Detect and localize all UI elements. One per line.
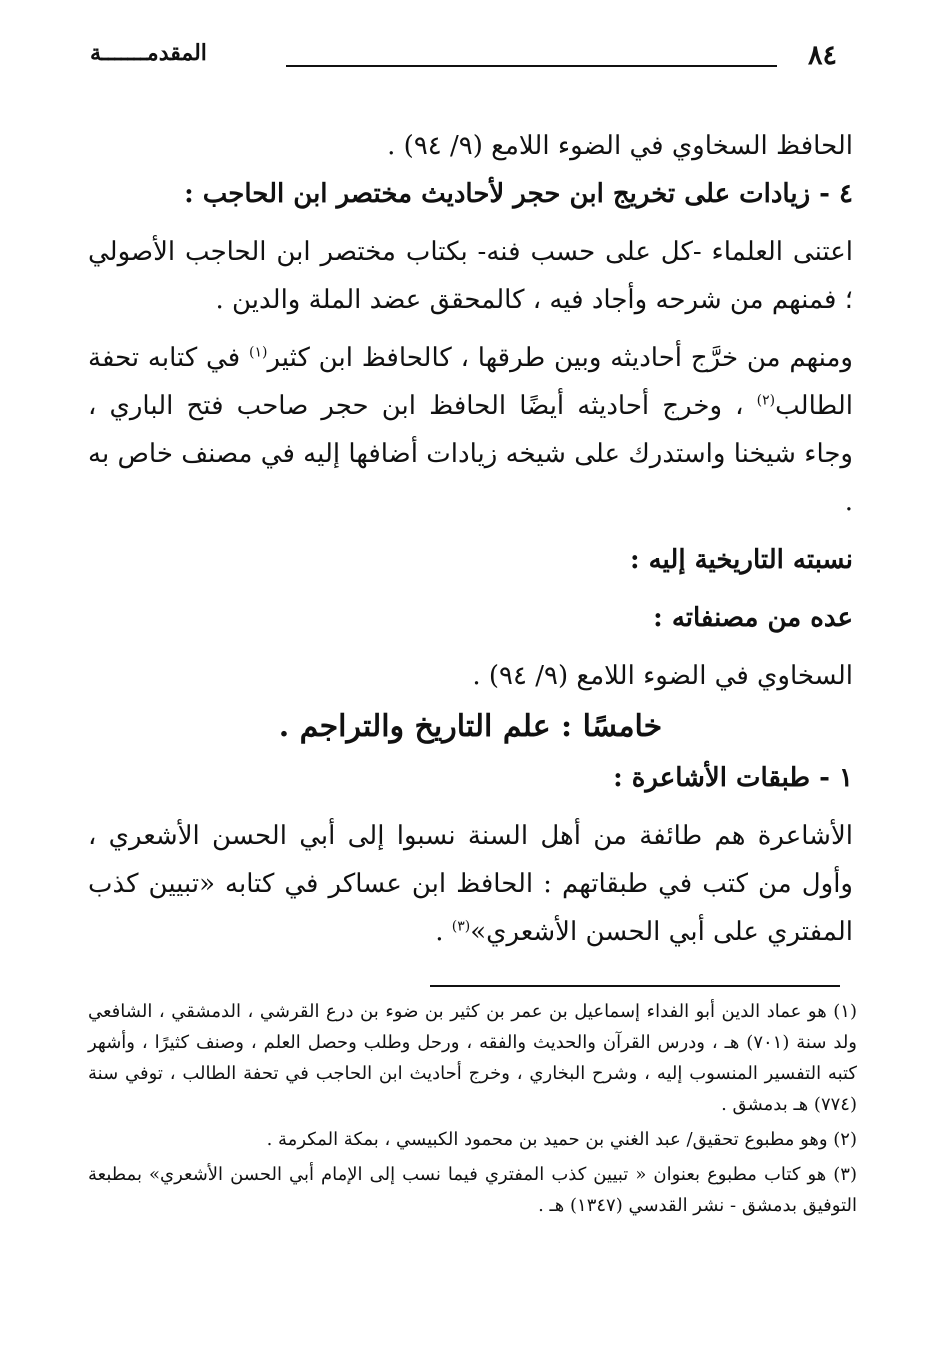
footnote-separator — [430, 985, 840, 987]
paragraph-3-end: . — [435, 917, 452, 947]
footnote-1: (١) هو عماد الدين أبو الفداء إسماعيل بن عمر بن كثير بن ضوء بن درع القرشي ، الدمشقي ، الشافعي ولد سنة (٧٠١) هـ ، ودرس القرآن والحديث والفقه ، ورحل وطلب وحصل العلم ، وصنف كثيرًا ، وأشهر كتبه التفسير المنسوب إليه ، وشرح البخاري ، وخرج أحاديث ابن الحاجب في تحفة الطالب ، توفي سنة (٧٧٤) هـ بدمشق . — [88, 1001, 857, 1115]
footnote-ref-3: (٣) — [451, 918, 471, 935]
citation-line: الحافظ السخاوي في الضوء اللامع (٩/ ٩٤) . — [387, 131, 853, 161]
paragraph-3-text: الأشاعرة هم طائفة من أهل السنة نسبوا إلى أبي الحسن الأشعري ، وأول من كتب في طبقاتهم : الحافظ ابن عساكر في كتابه «تبيين كذب المفتري على أبي الحسن الأشعري» — [88, 821, 853, 947]
footnotes — [88, 996, 857, 1225]
heading-item-4: ٤ - زيادات على تخريج ابن حجر لأحاديث مختصر ابن الحاجب : — [184, 179, 853, 209]
subheading-attribution: نسبته التاريخية إليه : — [629, 545, 853, 575]
subheading-listing: عده من مصنفاته : — [653, 603, 853, 633]
citation-line-2: السخاوي في الضوء اللامع (٩/ ٩٤) . — [472, 661, 853, 691]
paragraph-2 — [88, 334, 853, 526]
paragraph-2-part-c: ، وخرج أحاديثه أيضًا الحافظ ابن حجر صاحب فتح الباري ، وجاء شيخنا واستدرك على شيخه زيادات أضافها إليه في مصنف خاص به . — [88, 391, 853, 517]
paragraph-1: اعتنى العلماء -كل على حسب فنه- بكتاب مختصر ابن الحاجب الأصولي ؛ فمنهم من شرحه وأجاد فيه ، كالمحقق عضد الملة والدين . — [88, 237, 853, 315]
paragraph-2-part-a: ومنهم من خرَّج أحاديثه وبين طرقها ، كالحافظ ابن كثير — [267, 343, 853, 373]
heading-item-1: ١ - طبقات الأشاعرة : — [613, 763, 853, 793]
running-title: المقدمـــــــة — [90, 40, 207, 66]
paragraph-3 — [88, 812, 853, 956]
footnote-ref-1: (١) — [248, 344, 268, 361]
paragraph-2-part-b: في كتابه تحفة الطالب — [88, 343, 853, 421]
main-text — [88, 122, 853, 956]
page-number: ٨٤ — [807, 40, 837, 71]
footnote-3: (٣) هو كتاب مطبوع بعنوان « تبيين كذب المفتري فيما نسب إلى الإمام أبي الحسن الأشعري» بمطبعة التوفيق بدمشق - نشر القدسي (١٣٤٧) هـ . — [88, 1164, 857, 1216]
page-header — [90, 40, 837, 80]
section-heading-5: خامسًا : علم التاريخ والتراجم . — [278, 709, 663, 744]
footnote-ref-2: (٢) — [756, 392, 776, 409]
footnote-2: (٢) وهو مطبوع تحقيق/ عبد الغني بن حميد بن محمود الكبيسي ، بمكة المكرمة . — [266, 1129, 857, 1150]
header-rule — [286, 65, 777, 67]
